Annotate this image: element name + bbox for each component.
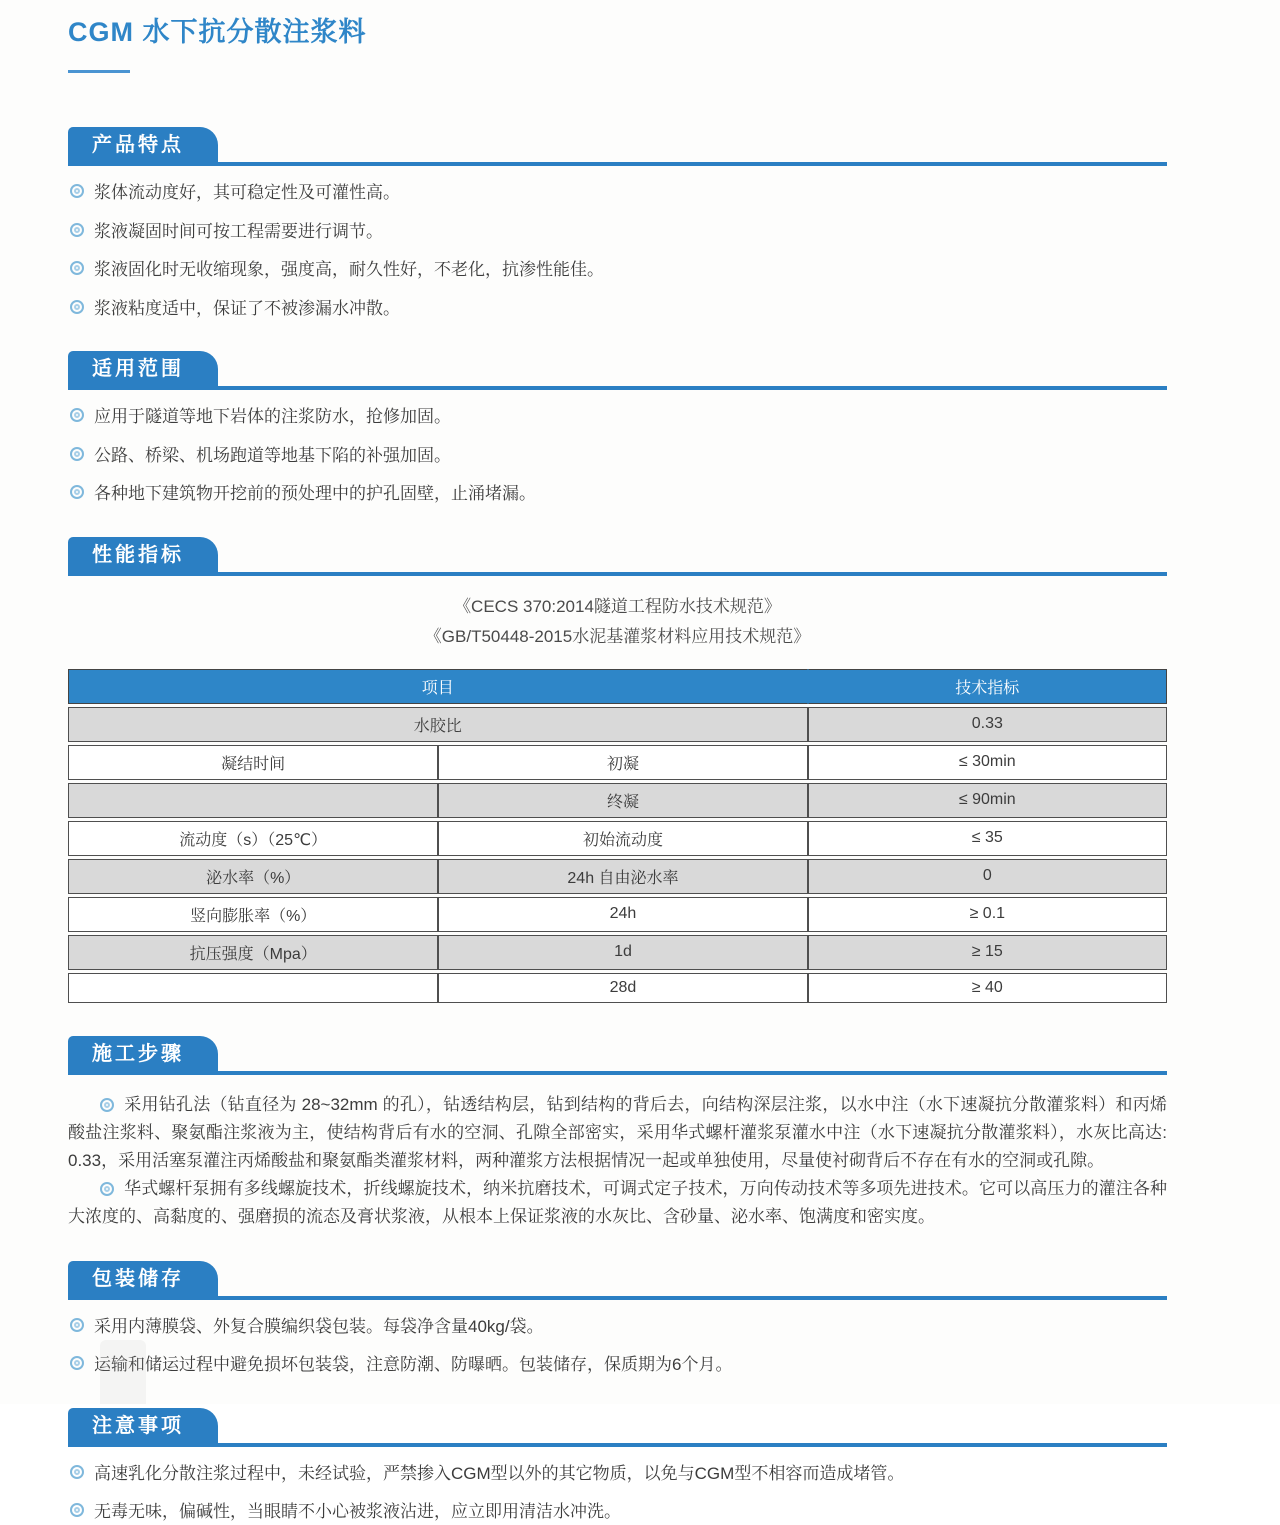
section-packaging xyxy=(68,1261,1167,1378)
list-item-text: 高速乳化分散注浆过程中，未经试验，严禁掺入CGM型以外的其它物质，以免与CGM型不相容而造成堵管。 xyxy=(94,1463,905,1483)
standard-reference: 《GB/T50448-2015水泥基灌浆材料应用技术规范》 xyxy=(424,626,811,646)
cell-value: 0 xyxy=(808,859,1167,894)
standard-reference: 《CECS 370:2014隧道工程防水技术规范》 xyxy=(454,596,781,616)
cell-sub-item: 终凝 xyxy=(438,783,807,818)
construction-paragraph xyxy=(68,1175,1167,1231)
bullet-icon xyxy=(70,408,84,422)
construction-paragraph xyxy=(68,1091,1167,1175)
column-header-indicator: 技术指标 xyxy=(808,669,1167,704)
table-row xyxy=(68,973,1167,1003)
list-item xyxy=(68,219,1167,245)
section-header-rule xyxy=(68,127,1167,166)
paragraph-text: 采用钻孔法（钻直径为 28~32mm 的孔），钻透结构层，钻到结构的背后去，向结构深层注浆，以水中注（水下速凝抗分散灌浆料）和丙烯酸盐注浆料、聚氨酯注浆液为主，使结构背后有水的空洞、孔隙全部密实，采用华式螺杆灌浆泵灌水中注（水下速凝抗分散灌浆料），水灰比高达: 0.33，采用活塞泵灌注丙烯酸盐和聚氨酯类灌浆材料，两种灌浆方法根据情况一起或单独使用，尽量使衬砌背后不存在有水的空洞或孔隙。 xyxy=(68,1094,1167,1170)
list-item xyxy=(68,180,1167,206)
list-item-text: 浆液粘度适中，保证了不被渗漏水冲散。 xyxy=(94,298,400,318)
list-item-text: 浆液固化时无收缩现象，强度高，耐久性好，不老化，抗渗性能佳。 xyxy=(94,260,604,280)
list-item xyxy=(68,1499,1167,1525)
table-row xyxy=(68,897,1167,932)
performance-table xyxy=(68,666,1167,1006)
title-underline xyxy=(68,70,130,73)
cell-value: ≤ 35 xyxy=(808,821,1167,856)
section-header-rule xyxy=(68,1261,1167,1300)
section-scope xyxy=(68,351,1167,507)
section-steps xyxy=(68,1036,1167,1231)
list-item-text: 采用内薄膜袋、外复合膜编织袋包装。每袋净含量40kg/袋。 xyxy=(94,1316,544,1336)
list-item xyxy=(68,1352,1167,1378)
notes-list xyxy=(68,1461,1167,1525)
cell-item xyxy=(68,973,438,1003)
page-title: CGM 水下抗分散注浆料 xyxy=(68,17,367,47)
table-row xyxy=(68,935,1167,970)
bullet-icon xyxy=(70,1465,84,1479)
table-row xyxy=(68,859,1167,894)
cell-item: 抗压强度（Mpa） xyxy=(68,935,438,970)
section-tab-steps: 施工步骤 xyxy=(68,1036,218,1071)
steps-paragraphs xyxy=(68,1091,1167,1231)
cell-sub-item: 初始流动度 xyxy=(438,821,807,856)
section-header-rule xyxy=(68,1036,1167,1075)
cell-item: 竖向膨胀率（%） xyxy=(68,897,438,932)
cell-value: 0.33 xyxy=(808,707,1167,742)
section-tab-notes: 注意事项 xyxy=(68,1408,218,1443)
standards-list xyxy=(68,592,1167,652)
cell-value: ≥ 0.1 xyxy=(808,897,1167,932)
section-performance xyxy=(68,537,1167,1006)
bullet-icon xyxy=(70,1356,84,1370)
table-row xyxy=(68,745,1167,780)
bullet-icon xyxy=(70,1503,84,1517)
table-row xyxy=(68,707,1167,742)
bullet-icon xyxy=(100,1182,114,1196)
table-row xyxy=(68,821,1167,856)
list-item-text: 浆液凝固时间可按工程需要进行调节。 xyxy=(94,221,383,241)
cell-value: ≤ 90min xyxy=(808,783,1167,818)
section-notes xyxy=(68,1408,1167,1525)
section-tab-scope: 适用范围 xyxy=(68,351,218,386)
section-header-rule xyxy=(68,1408,1167,1447)
bullet-icon xyxy=(70,184,84,198)
cell-value: ≤ 30min xyxy=(808,745,1167,780)
bullet-icon xyxy=(70,223,84,237)
cell-item: 凝结时间 xyxy=(68,745,438,780)
list-item xyxy=(68,481,1167,507)
column-header-item: 项目 xyxy=(68,669,808,704)
section-tab-packaging: 包装储存 xyxy=(68,1261,218,1296)
packaging-list xyxy=(68,1314,1167,1378)
cell-value: ≥ 40 xyxy=(808,973,1167,1003)
section-features xyxy=(68,127,1167,321)
section-header-rule xyxy=(68,351,1167,390)
list-item xyxy=(68,257,1167,283)
cell-sub-item: 24h xyxy=(438,897,807,932)
list-item xyxy=(68,296,1167,322)
table-row xyxy=(68,783,1167,818)
list-item-text: 应用于隧道等地下岩体的注浆防水，抢修加固。 xyxy=(94,407,451,427)
cell-item: 水胶比 xyxy=(68,707,808,742)
list-item xyxy=(68,404,1167,430)
cell-item xyxy=(68,783,438,818)
watermark xyxy=(100,1340,146,1404)
list-item-text: 运输和储运过程中避免损坏包装袋，注意防潮、防曝晒。包装储存，保质期为6个月。 xyxy=(94,1355,733,1375)
bullet-icon xyxy=(70,1318,84,1332)
cell-item: 流动度（s）（25℃） xyxy=(68,821,438,856)
section-tab-performance: 性能指标 xyxy=(68,537,218,572)
cell-value: ≥ 15 xyxy=(808,935,1167,970)
cell-sub-item: 初凝 xyxy=(438,745,807,780)
list-item-text: 无毒无味，偏碱性，当眼睛不小心被浆液沾进，应立即用清洁水冲洗。 xyxy=(94,1502,621,1522)
scope-list xyxy=(68,404,1167,507)
bullet-icon xyxy=(100,1098,114,1112)
section-header-rule xyxy=(68,537,1167,576)
list-item-text: 公路、桥梁、机场跑道等地基下陷的补强加固。 xyxy=(94,445,451,465)
bullet-icon xyxy=(70,300,84,314)
bullet-icon xyxy=(70,447,84,461)
cell-sub-item: 28d xyxy=(438,973,807,1003)
features-list xyxy=(68,180,1167,321)
list-item xyxy=(68,1461,1167,1487)
list-item xyxy=(68,443,1167,469)
paragraph-text: 华式螺杆泵拥有多线螺旋技术，折线螺旋技术，纳米抗磨技术，可调式定子技术，万向传动技术等多项先进技术。它可以高压力的灌注各种大浓度的、高黏度的、强磨损的流态及膏状浆液，从根本上保证浆液的水灰比、含砂量、泌水率、饱满度和密实度。 xyxy=(68,1178,1167,1226)
cell-item: 泌水率（%） xyxy=(68,859,438,894)
section-tab-features: 产品特点 xyxy=(68,127,218,162)
list-item-text: 浆体流动度好，其可稳定性及可灌性高。 xyxy=(94,183,400,203)
table-header-row xyxy=(68,669,1167,704)
list-item xyxy=(68,1314,1167,1340)
list-item-text: 各种地下建筑物开挖前的预处理中的护孔固壁，止涌堵漏。 xyxy=(94,484,536,504)
cell-sub-item: 24h 自由泌水率 xyxy=(438,859,807,894)
bullet-icon xyxy=(70,261,84,275)
bullet-icon xyxy=(70,485,84,499)
cell-sub-item: 1d xyxy=(438,935,807,970)
